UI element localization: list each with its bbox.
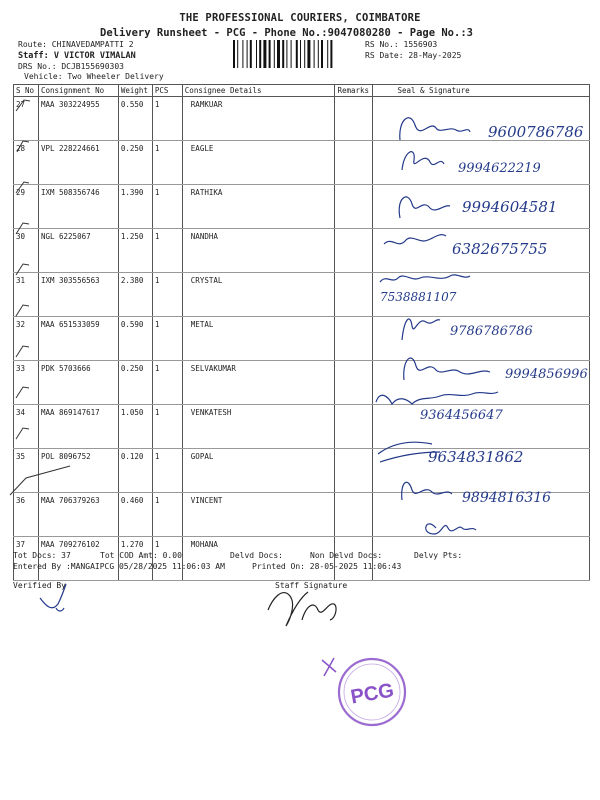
delivery-points: Delvy Pts: — [414, 551, 463, 560]
barcode-bar — [274, 40, 275, 68]
row-consignment: VPL 228224661 — [38, 141, 118, 185]
row-remarks — [335, 141, 373, 185]
barcode-bar — [296, 40, 298, 68]
table-row — [14, 273, 590, 317]
table-row — [14, 449, 590, 493]
staff-label: Staff: V VICTOR VIMALAN — [18, 51, 136, 61]
barcode-bar — [237, 40, 238, 68]
row-pcs: 1 — [152, 493, 182, 537]
table-row — [14, 493, 590, 537]
barcode-bar — [327, 40, 328, 68]
rs-number: RS No.: 1556903 — [365, 40, 438, 49]
row-signature — [373, 317, 590, 361]
barcode-bar — [321, 40, 323, 68]
barcode-bar — [314, 40, 315, 68]
table-row — [14, 141, 590, 185]
barcode-bar — [250, 40, 252, 68]
barcode-bar — [242, 40, 243, 68]
row-signature — [373, 537, 590, 581]
barcode-bar — [300, 40, 301, 68]
route-label: Route: CHINAVEDAMPATTI 2 — [18, 40, 134, 49]
handwritten-phone: 7538881107 — [380, 290, 457, 304]
col-remarks: Remarks — [335, 85, 373, 97]
vehicle-label: Vehicle: Two Wheeler Delivery — [24, 72, 164, 81]
row-consignee: MOHANA — [182, 537, 335, 581]
col-pcs: PCS — [152, 85, 182, 97]
barcode-bar — [291, 40, 292, 68]
handwritten-phone: 9994604581 — [462, 198, 558, 216]
row-remarks — [335, 317, 373, 361]
row-sno: 37 — [14, 537, 39, 581]
total-docs: Tot Docs: 37 — [13, 551, 71, 560]
barcode-bar — [307, 40, 310, 68]
row-weight: 1.390 — [118, 185, 152, 229]
row-weight: 1.050 — [118, 405, 152, 449]
row-consignee: EAGLE — [182, 141, 335, 185]
row-signature — [373, 405, 590, 449]
row-weight: 0.250 — [118, 141, 152, 185]
row-remarks — [335, 493, 373, 537]
barcode-bar — [233, 40, 235, 68]
row-consignee: VINCENT — [182, 493, 335, 537]
row-consignee: RATHIKA — [182, 185, 335, 229]
barcode-bar — [256, 40, 257, 68]
row-consignment: IXM 303556563 — [38, 273, 118, 317]
total-cod: Tot COD Amt: 0.00 — [100, 551, 182, 560]
row-signature — [373, 449, 590, 493]
row-consignment: MAA 651533059 — [38, 317, 118, 361]
row-remarks — [335, 405, 373, 449]
row-consignment: MAA 303224955 — [38, 97, 118, 141]
row-consignee: SELVAKUMAR — [182, 361, 335, 405]
row-pcs: 1 — [152, 97, 182, 141]
row-pcs: 1 — [152, 405, 182, 449]
col-consignment: Consignment No — [38, 85, 118, 97]
table-row — [14, 185, 590, 229]
barcode-bar — [282, 40, 284, 68]
row-weight: 1.250 — [118, 229, 152, 273]
row-consignee: RAMKUAR — [182, 97, 335, 141]
row-sno: 27 — [14, 97, 39, 141]
row-pcs: 1 — [152, 317, 182, 361]
row-consignee: CRYSTAL — [182, 273, 335, 317]
col-consignee: Consignee Details — [182, 85, 335, 97]
row-consignee: METAL — [182, 317, 335, 361]
row-sno: 35 — [14, 449, 39, 493]
row-weight: 0.120 — [118, 449, 152, 493]
col-weight: Weight — [118, 85, 152, 97]
runsheet-table — [13, 84, 590, 581]
table-header-row — [14, 85, 590, 97]
row-consignment: NGL 6225067 — [38, 229, 118, 273]
staff-signature-label: Staff Signature — [275, 581, 348, 590]
table-row — [14, 97, 590, 141]
handwritten-phone: 9994856996 — [505, 367, 588, 382]
row-remarks — [335, 185, 373, 229]
company-title: THE PROFESSIONAL COURIERS, COIMBATORE — [179, 12, 421, 24]
row-consignment: PDK 5703666 — [38, 361, 118, 405]
row-consignment: IXM 508356746 — [38, 185, 118, 229]
row-sno: 31 — [14, 273, 39, 317]
row-pcs: 1 — [152, 537, 182, 581]
handwritten-phone: 9364456647 — [420, 408, 503, 423]
barcode-bar — [259, 40, 261, 68]
row-pcs: 1 — [152, 273, 182, 317]
row-signature — [373, 493, 590, 537]
table-row — [14, 229, 590, 273]
pcg-stamp — [322, 658, 405, 725]
row-sno: 29 — [14, 185, 39, 229]
row-consignment: POL 8096752 — [38, 449, 118, 493]
table-row — [14, 361, 590, 405]
row-sno: 30 — [14, 229, 39, 273]
handwritten-phone: 9600786786 — [488, 123, 584, 141]
row-sno: 36 — [14, 493, 39, 537]
row-remarks — [335, 449, 373, 493]
row-weight: 0.460 — [118, 493, 152, 537]
handwritten-phone: 9786786786 — [450, 324, 533, 339]
row-signature — [373, 229, 590, 273]
table-row — [14, 405, 590, 449]
runsheet-subtitle: Delivery Runsheet - PCG - Phone No.:9047080280 - Page No.:3 — [100, 27, 473, 39]
barcode-bar — [304, 40, 305, 68]
row-consignment: MAA 706379263 — [38, 493, 118, 537]
barcode-bar — [330, 40, 332, 68]
row-sno: 34 — [14, 405, 39, 449]
row-consignee: VENKATESH — [182, 405, 335, 449]
printed-on: Printed On: 28-05-2025 11:06:43 — [252, 562, 402, 571]
row-signature — [373, 273, 590, 317]
row-remarks — [335, 361, 373, 405]
row-weight: 0.550 — [118, 97, 152, 141]
row-remarks — [335, 273, 373, 317]
handwritten-phone: 9634831862 — [428, 448, 524, 466]
barcode-bar — [263, 40, 266, 68]
row-weight: 0.590 — [118, 317, 152, 361]
verified-by-label: Verified By — [13, 581, 66, 590]
row-pcs: 1 — [152, 229, 182, 273]
row-weight: 2.380 — [118, 273, 152, 317]
entered-by: Entered By :MANGAIPCG 05/28/2025 11:06:03 AM — [13, 562, 225, 571]
delivered-docs: Delvd Docs: — [230, 551, 283, 560]
barcode-bar — [247, 40, 248, 68]
row-signature — [373, 97, 590, 141]
row-signature — [373, 141, 590, 185]
rs-date: RS Date: 28-May-2025 — [365, 51, 462, 60]
row-pcs: 1 — [152, 141, 182, 185]
handwritten-phone: 9894816316 — [462, 490, 552, 506]
row-consignee: GOPAL — [182, 449, 335, 493]
barcode — [233, 40, 355, 68]
row-consignee: NANDHA — [182, 229, 335, 273]
row-pcs: 1 — [152, 361, 182, 405]
row-sno: 32 — [14, 317, 39, 361]
col-sno: S No — [14, 85, 39, 97]
row-remarks — [335, 229, 373, 273]
handwritten-phone: 9994622219 — [458, 161, 541, 176]
row-sno: 33 — [14, 361, 39, 405]
stamp-text: PCG — [349, 679, 396, 709]
staff-signature — [268, 592, 336, 626]
barcode-bar — [318, 40, 319, 68]
row-sno: 28 — [14, 141, 39, 185]
row-pcs: 1 — [152, 449, 182, 493]
barcode-bar — [277, 40, 280, 68]
handwritten-phone: 6382675755 — [452, 240, 548, 258]
col-seal-signature: Seal & Signature — [373, 85, 590, 97]
row-weight: 1.270 — [118, 537, 152, 581]
non-delivered-docs: Non Delvd Docs: — [310, 551, 383, 560]
barcode-bar — [286, 40, 287, 68]
row-pcs: 1 — [152, 185, 182, 229]
table-row — [14, 317, 590, 361]
row-signature — [373, 361, 590, 405]
row-signature — [373, 185, 590, 229]
drs-label: DRS No.: DCJB155690303 — [18, 62, 124, 71]
barcode-bar — [269, 40, 271, 68]
row-weight: 0.250 — [118, 361, 152, 405]
row-consignment: MAA 709276102 — [38, 537, 118, 581]
row-consignment: MAA 869147617 — [38, 405, 118, 449]
row-remarks — [335, 97, 373, 141]
